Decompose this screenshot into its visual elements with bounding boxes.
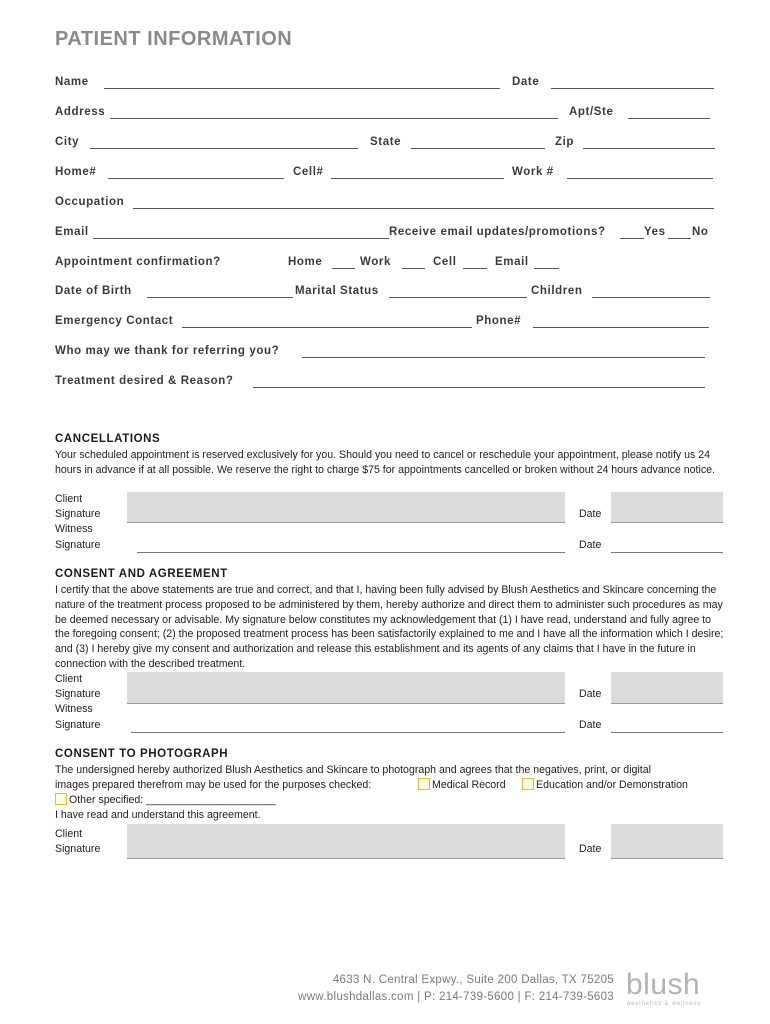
state-label: State: [370, 136, 402, 148]
cancel-client-date-label: Date: [579, 508, 602, 520]
read-understand-text: I have read and understand this agreement.: [55, 809, 261, 821]
appt-email-field[interactable]: [534, 268, 559, 269]
updates-yes-field[interactable]: [620, 238, 644, 239]
home-phone-label: Home#: [55, 166, 97, 178]
treatment-label: Treatment desired & Reason?: [55, 375, 234, 387]
date-label: Date: [512, 76, 540, 88]
appointment-confirmation-label: Appointment confirmation?: [55, 256, 221, 268]
cancellations-text: Your scheduled appointment is reserved exclusively for you. Should you need to cancel or reschedule your appointment, please notify us 24 hours in advance if at all possible. We reserve the right to charge $75 for appointments cancelled or broken without 24 hours advance notice.: [55, 449, 715, 476]
photograph-text-line2: images prepared therefrom may be used for the purposes checked:: [55, 779, 372, 791]
consent-witness-date-label: Date: [579, 719, 602, 731]
consent-signature-label: Signature: [55, 688, 101, 700]
appt-work-field[interactable]: [402, 268, 425, 269]
consent-client-date-field[interactable]: [611, 672, 723, 704]
work-phone-field[interactable]: [567, 178, 713, 179]
children-field[interactable]: [592, 297, 710, 298]
medical-record-label: Medical Record: [432, 779, 506, 791]
cancellations-heading: CANCELLATIONS: [55, 433, 161, 445]
appt-cell-label: Cell: [433, 256, 457, 268]
photograph-text-line1: The undersigned hereby authorized Blush Aesthetics and Skincare to photograph and agrees that the negatives, print, or digital: [55, 764, 651, 776]
education-label: Education and/or Demonstration: [536, 779, 688, 791]
consent-witness-signature-label: Signature: [55, 719, 101, 731]
cell-phone-label: Cell#: [293, 166, 324, 178]
date-field[interactable]: [551, 88, 714, 89]
referral-field[interactable]: [302, 357, 705, 358]
emergency-phone-field[interactable]: [533, 327, 709, 328]
consent-text: I certify that the above statements are true and correct, and that I, having been fully advised by Blush Aesthetics and Skincare concerning the nature of the treatment process proposed to be administered by them, hereby authorize and direct them to administer such procedures as may be deemed necessary or advisable. My signature below constitutes my acknowledgement that (1) I have read, understand and fully agree to the foregoing consent; (2) the proposed treatment process has been satisfactorily explained to me and I have all the information which I desire; and (3) I hereby give my consent and authorization and release this establishment and its agents of any claims that I have in the future in connection with the described treatment.: [55, 584, 724, 670]
photograph-heading: CONSENT TO PHOTOGRAPH: [55, 748, 229, 760]
photo-date-label: Date: [579, 843, 602, 855]
updates-no-field[interactable]: [668, 238, 691, 239]
apt-field[interactable]: [628, 118, 710, 119]
occupation-label: Occupation: [55, 196, 125, 208]
other-checkbox[interactable]: [55, 793, 67, 805]
cancel-witness-signature-label: Signature: [55, 539, 101, 551]
zip-label: Zip: [555, 136, 575, 148]
apt-label: Apt/Ste: [569, 106, 614, 118]
other-option[interactable]: [55, 793, 276, 808]
consent-heading: CONSENT AND AGREEMENT: [55, 568, 228, 580]
emergency-phone-label: Phone#: [476, 315, 522, 327]
footer-address: 4633 N. Central Expwy., Suite 200 Dallas, TX 75205: [332, 974, 614, 986]
cancel-client-date-field[interactable]: [611, 492, 723, 523]
email-label: Email: [55, 226, 89, 238]
cancel-witness-date-label: Date: [579, 539, 602, 551]
consent-witness-signature-field[interactable]: [131, 732, 565, 733]
appt-email-label: Email: [495, 256, 529, 268]
address-label: Address: [55, 106, 106, 118]
footer-contact: [298, 972, 614, 1006]
cancel-witness-signature-field[interactable]: [137, 552, 565, 553]
cancel-witness-date-field[interactable]: [611, 552, 723, 553]
dob-field[interactable]: [147, 297, 293, 298]
referral-label: Who may we thank for referring you?: [55, 345, 280, 357]
cell-phone-field[interactable]: [331, 178, 504, 179]
other-label: Other specified: ______________________: [69, 794, 276, 806]
name-label: Name: [55, 76, 89, 88]
email-field[interactable]: [93, 238, 389, 239]
blush-logo: blush: [626, 968, 701, 1001]
consent-client-label: Client: [55, 673, 83, 685]
cancel-signature-label: Signature: [55, 508, 101, 520]
emergency-contact-field[interactable]: [182, 327, 472, 328]
medical-record-option[interactable]: [418, 778, 506, 793]
children-label: Children: [531, 285, 583, 297]
dob-label: Date of Birth: [55, 285, 132, 297]
name-field[interactable]: [104, 88, 500, 89]
marital-status-field[interactable]: [389, 297, 527, 298]
appt-work-label: Work: [360, 256, 391, 268]
yes-label: Yes: [644, 226, 666, 238]
cancel-witness-label: Witness: [55, 523, 93, 535]
cancel-client-label: Client: [55, 493, 83, 505]
zip-field[interactable]: [583, 148, 715, 149]
appt-cell-field[interactable]: [463, 268, 487, 269]
photo-date-field[interactable]: [611, 824, 723, 859]
no-label: No: [692, 226, 709, 238]
education-checkbox[interactable]: [522, 778, 534, 790]
consent-client-signature-field[interactable]: [127, 672, 565, 704]
blush-logo-tagline: aesthetics & wellness: [627, 1001, 702, 1007]
address-field[interactable]: [110, 118, 558, 119]
footer-phone-web: www.blushdallas.com | P: 214-739-5600 | F: 214-739-5603: [298, 991, 614, 1003]
city-label: City: [55, 136, 80, 148]
consent-witness-date-field[interactable]: [611, 732, 723, 733]
home-phone-field[interactable]: [108, 178, 284, 179]
photo-signature-label: Signature: [55, 843, 101, 855]
consent-witness-label: Witness: [55, 703, 93, 715]
appt-home-label: Home: [288, 256, 323, 268]
treatment-field[interactable]: [253, 387, 705, 388]
work-phone-label: Work #: [512, 166, 554, 178]
cancel-client-signature-field[interactable]: [127, 492, 565, 523]
marital-status-label: Marital Status: [295, 285, 379, 297]
photo-client-label: Client: [55, 828, 83, 840]
occupation-field[interactable]: [133, 208, 714, 209]
receive-updates-label: Receive email updates/promotions?: [389, 226, 606, 238]
state-field[interactable]: [411, 148, 545, 149]
city-field[interactable]: [90, 148, 358, 149]
appt-home-field[interactable]: [332, 268, 355, 269]
page-title: PATIENT INFORMATION: [55, 28, 293, 50]
photo-client-signature-field[interactable]: [127, 824, 565, 859]
education-option[interactable]: [522, 778, 688, 793]
medical-record-checkbox[interactable]: [418, 778, 430, 790]
consent-client-date-label: Date: [579, 688, 602, 700]
emergency-contact-label: Emergency Contact: [55, 315, 174, 327]
